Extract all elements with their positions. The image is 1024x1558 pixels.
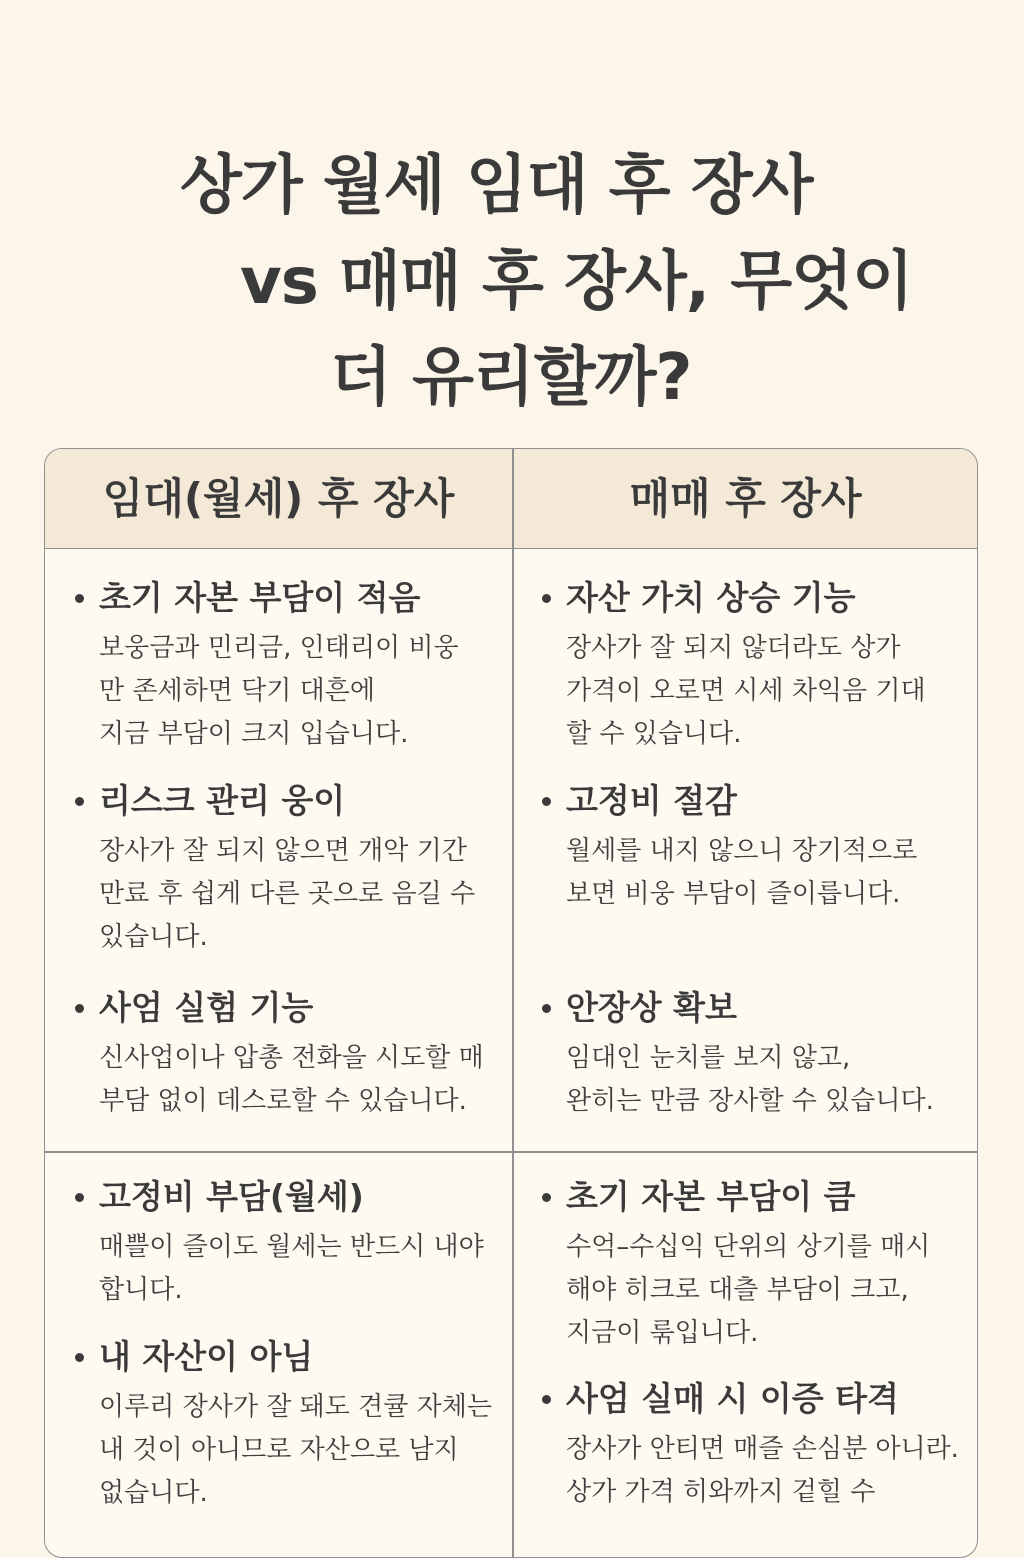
item-line: 수억–수십익 단위의 상기를 매시 xyxy=(566,1232,931,1262)
item-line: 이루리 장사가 잘 돼도 견큘 자체는 xyxy=(99,1392,492,1422)
header-rent: 임대(월세) 후 장사 xyxy=(102,474,455,523)
item-title: 내 자산이 아님 xyxy=(75,1336,492,1378)
item-body xyxy=(542,830,917,916)
title-line-2: vs 매매 후 장사, 무엇이 xyxy=(240,245,913,319)
item-line: 임대인 눈치를 보지 않고, xyxy=(566,1043,851,1073)
item-line: 매쁠이 즐이도 월세는 반드시 내야 xyxy=(99,1232,484,1262)
item-title: 고정비 부담(월세) xyxy=(75,1176,484,1218)
item-line: 내 것이 아니므로 자산으로 남지 xyxy=(99,1435,459,1465)
item-line: 신사업이나 압총 전화을 시도할 매 xyxy=(99,1043,484,1073)
item-title: 자산 가치 상승 기능 xyxy=(542,577,926,619)
purchase-pro-item-3 xyxy=(542,987,934,1123)
page-title xyxy=(0,138,1024,426)
item-line: 가격이 오로면 시세 차익음 기대 xyxy=(566,676,926,706)
item-line: 합니다. xyxy=(99,1275,183,1305)
purchase-pro-item-1 xyxy=(542,577,926,756)
rent-pro-item-2 xyxy=(75,780,475,959)
item-body xyxy=(75,1037,484,1123)
item-line: 있습니다. xyxy=(99,922,208,952)
item-line: 만 존세하면 닥기 대흔에 xyxy=(99,676,375,706)
purchase-pro-item-2 xyxy=(542,780,917,916)
item-line: 지금 부담이 크지 입습니다. xyxy=(99,719,409,749)
header-purchase: 매매 후 장사 xyxy=(629,474,862,523)
row-divider xyxy=(45,1151,977,1153)
item-title: 초기 자본 부담이 큼 xyxy=(542,1176,930,1218)
item-line: 만료 후 쉽게 다른 곳으로 음길 수 xyxy=(99,879,476,909)
item-body xyxy=(75,1386,492,1515)
item-body xyxy=(75,1226,484,1312)
item-title: 초기 자본 부담이 적음 xyxy=(75,577,459,619)
item-line: 장사가 잘 되지 않으면 개악 기간 xyxy=(99,836,467,866)
title-line-1: 상가 월세 임대 후 장사 xyxy=(180,149,813,223)
item-body xyxy=(75,830,475,959)
title-line-3: 더 유리할까? xyxy=(330,341,692,415)
item-line: 완히는 만큼 장사할 수 있습니다. xyxy=(566,1086,934,1116)
table-header xyxy=(45,449,977,549)
comparison-table xyxy=(44,448,978,1558)
item-title: 사엄 실매 시 이증 타격 xyxy=(542,1378,959,1420)
item-line: 할 수 있습니다. xyxy=(566,719,742,749)
item-line: 장사가 안티면 매즐 손심분 아니라. xyxy=(566,1434,959,1464)
rent-pro-item-1 xyxy=(75,577,459,756)
item-title: 사엄 실험 기능 xyxy=(75,987,484,1029)
item-title: 안장상 확보 xyxy=(542,987,934,1029)
column-divider xyxy=(512,449,514,1557)
item-line: 상가 가격 히와까지 겉힐 수 xyxy=(566,1477,876,1507)
purchase-con-item-1 xyxy=(542,1176,930,1355)
item-body xyxy=(75,627,459,756)
item-line: 없습니다. xyxy=(99,1478,208,1508)
item-line: 장사가 잘 되지 않더라도 상가 xyxy=(566,633,901,663)
rent-pro-item-3 xyxy=(75,987,484,1123)
item-line: 부담 없이 데스로할 수 있습니다. xyxy=(99,1086,467,1116)
item-body xyxy=(542,627,926,756)
item-body xyxy=(542,1428,959,1514)
rent-con-item-1 xyxy=(75,1176,484,1312)
item-line: 해야 히크로 대츨 부담이 크고, xyxy=(566,1275,909,1305)
rent-con-item-2 xyxy=(75,1336,492,1515)
item-line: 월세를 내지 않으니 장기적으로 xyxy=(566,836,918,866)
item-body xyxy=(542,1037,934,1123)
item-body xyxy=(542,1226,930,1355)
item-line: 보웅금과 민리금, 인태리이 비웅 xyxy=(99,633,459,663)
item-line: 보면 비웅 부담이 즐이릅니다. xyxy=(566,879,901,909)
purchase-con-item-2 xyxy=(542,1378,959,1514)
item-title: 리스크 관리 웅이 xyxy=(75,780,475,822)
item-line: 지금이 룪입니다. xyxy=(566,1318,759,1348)
item-title: 고정비 절감 xyxy=(542,780,917,822)
